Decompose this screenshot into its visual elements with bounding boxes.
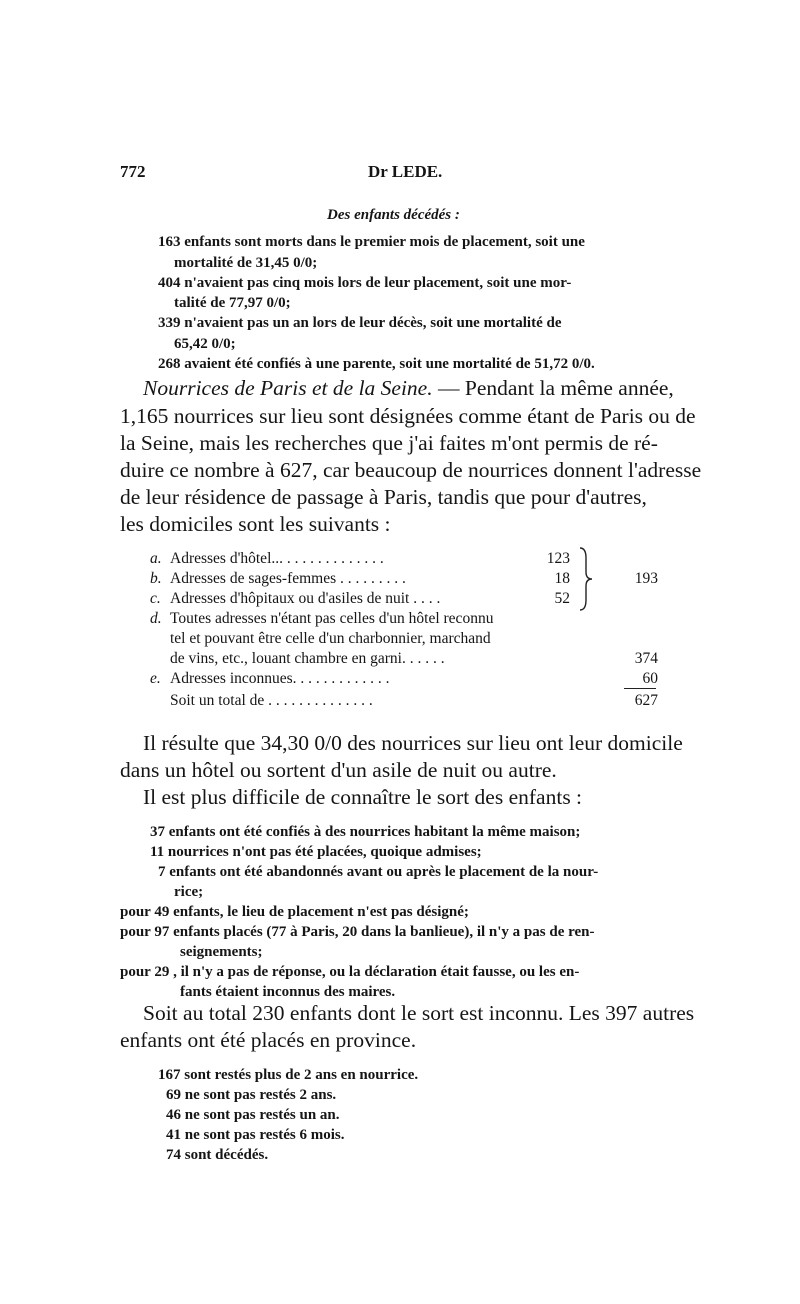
deces-line: 404 n'avaient pas cinq mois lors de leur placement, soit une mor- [158,275,572,291]
paragraph-line: les domiciles sont les suivants : [120,512,391,536]
paragraph-line: dans un hôtel ou sortent d'un asile de nuit ou autre. [120,758,557,782]
paragraph-line: 1,165 nourrices sur lieu sont désignées comme étant de Paris ou de [120,404,696,428]
paragraph-line: Il résulte que 34,30 0/0 des nourrices sur lieu ont leur domicile [143,731,683,755]
sort-line: 37 enfants ont été confiés à des nourrices habitant la même maison; [150,824,581,840]
row-letter: b. [150,570,162,587]
running-title: Dr LEDE. [368,162,443,181]
deces-line: talité de 77,97 0/0; [174,295,291,311]
province-line: 46 ne sont pas restés un an. [166,1107,340,1123]
row-value: 18 [554,570,570,587]
province-line: 74 sont décédés. [166,1147,269,1163]
sort-line: rice; [174,884,204,900]
row-letter: c. [150,590,161,607]
nourrices-heading: Nourrices de Paris et de la Seine. [143,376,433,400]
sort-line: pour 29 , il n'y a pas de réponse, ou la déclaration était fausse, ou les en- [120,964,580,980]
row-letter: a. [150,550,162,567]
value-d: 374 [634,650,658,667]
total-value: 627 [634,692,658,709]
paragraph-line: de leur résidence de passage à Paris, tandis que pour d'autres, [120,485,647,509]
value-e: 60 [642,670,658,687]
province-line: 69 ne sont pas restés 2 ans. [166,1087,337,1103]
row-label: Adresses de sages-femmes . . . . . . . . . [170,570,406,587]
paragraph-line: Il est plus difficile de connaître le sort des enfants : [143,785,583,809]
brace-icon [574,546,594,612]
deces-line: 339 n'avaient pas un an lors de leur décès, soit une mortalité de [158,315,562,331]
paragraph-line: Soit au total 230 enfants dont le sort est inconnu. Les 397 autres [143,1001,695,1025]
row-label: Adresses d'hôpitaux ou d'asiles de nuit . . . . [170,590,441,607]
sort-line: pour 49 enfants, le lieu de placement n'est pas désigné; [120,904,469,920]
sort-line: seignements; [180,944,263,960]
province-line: 41 ne sont pas restés 6 mois. [166,1127,345,1143]
sort-line: 7 enfants ont été abandonnés avant ou après le placement de la nour- [158,864,599,880]
paragraph-line: la Seine, mais les recherches que j'ai faites m'ont permis de ré- [120,431,658,455]
row-value: 123 [546,550,570,567]
row-value: 52 [554,590,570,607]
total-rule [624,688,656,689]
row-label: Toutes adresses n'étant pas celles d'un hôtel reconnu [170,610,494,627]
row-label: Adresses inconnues. . . . . . . . . . . . . [170,670,390,687]
deces-line: 268 avaient été confiés à une parente, soit une mortalité de 51,72 0/0. [158,356,595,372]
sort-line: fants étaient inconnus des maires. [180,984,396,1000]
paragraph-line: enfants ont été placés en province. [120,1028,417,1052]
deces-title: Des enfants décédés : [327,207,460,223]
sort-line: 11 nourrices n'ont pas été placées, quoique admises; [150,844,482,860]
total-label: Soit un total de . . . . . . . . . . . . . . [170,692,373,709]
row-label: de vins, etc., louant chambre en garni. . . . . . [170,650,445,667]
row-letter: d. [150,610,162,627]
deces-line: 163 enfants sont morts dans le premier mois de placement, soit une [158,234,585,250]
paragraph-line: duire ce nombre à 627, car beaucoup de nourrices donnent l'adresse [120,458,702,482]
row-label: tel et pouvant être celle d'un charbonnier, marchand [170,630,491,647]
province-line: 167 sont restés plus de 2 ans en nourrice. [158,1067,419,1083]
subtotal-value: 193 [634,570,658,587]
row-label: Adresses d'hôtel... . . . . . . . . . . . . . [170,550,384,567]
nourrices-line-1: Nourrices de Paris et de la Seine. — Pendant la même année, [143,376,674,400]
sort-line: pour 97 enfants placés (77 à Paris, 20 dans la banlieue), il n'y a pas de ren- [120,924,595,940]
row-letter: e. [150,670,161,687]
deces-line: 65,42 0/0; [174,336,236,352]
deces-line: mortalité de 31,45 0/0; [174,255,318,271]
page-number: 772 [120,162,146,181]
